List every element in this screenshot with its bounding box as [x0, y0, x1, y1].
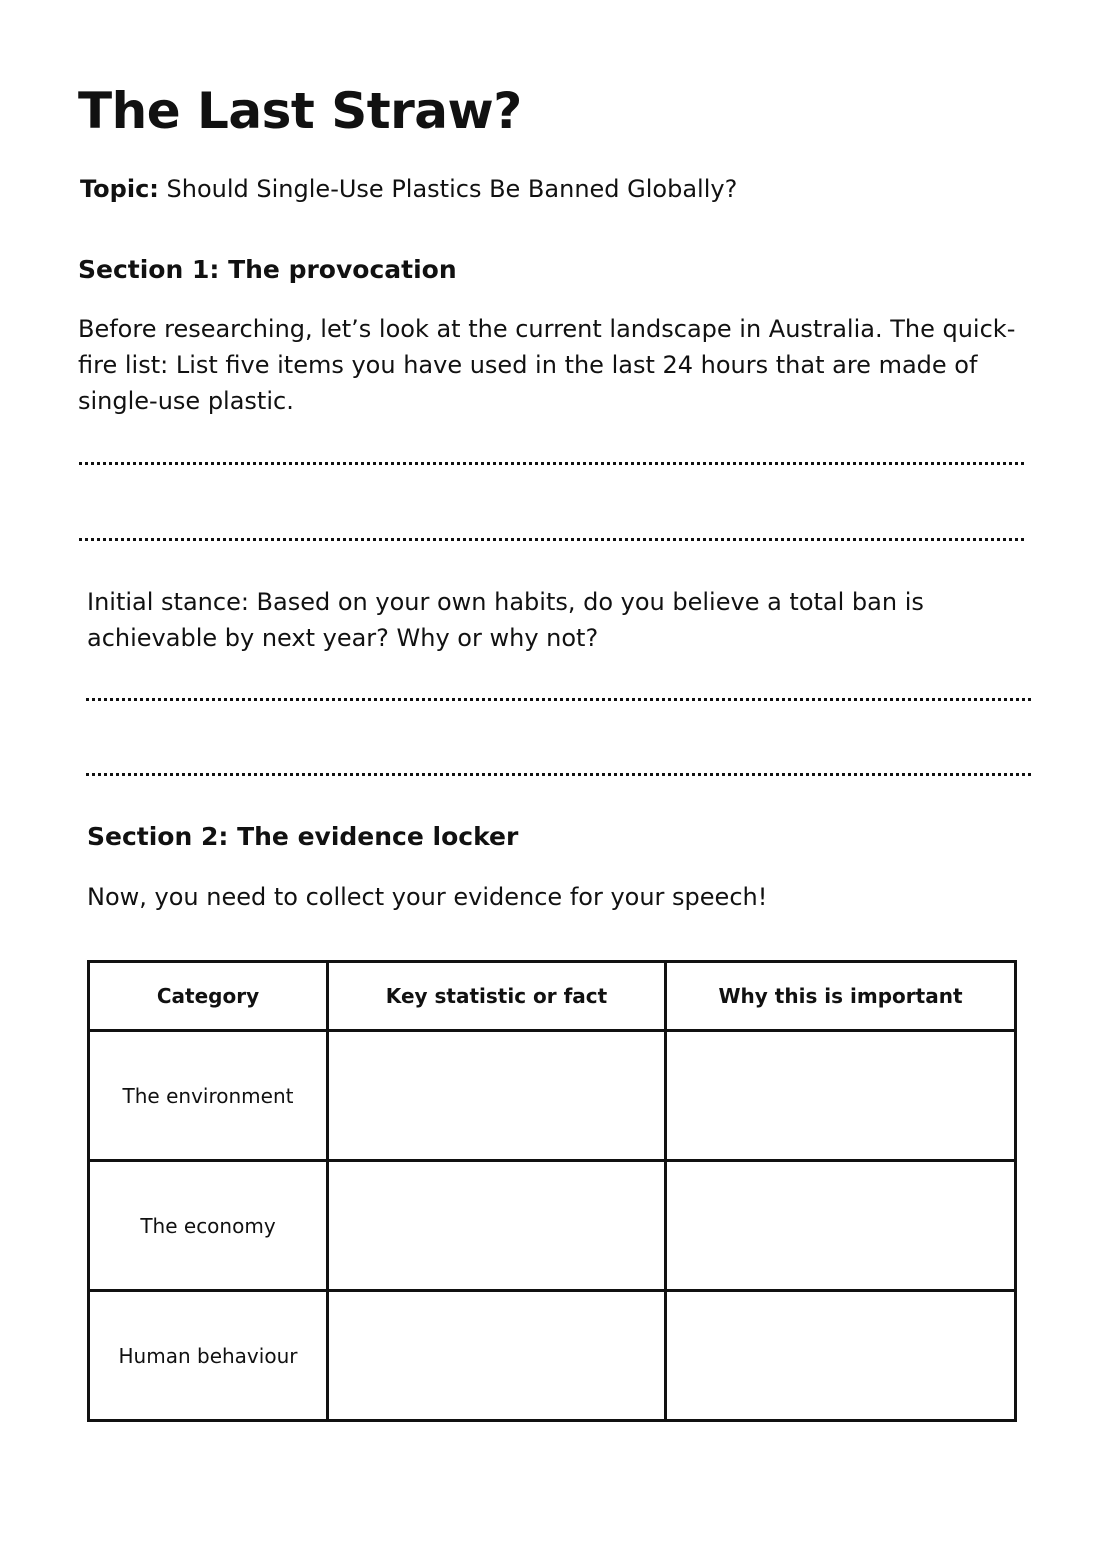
fact-cell[interactable] — [328, 1031, 666, 1161]
importance-cell[interactable] — [666, 1161, 1016, 1291]
page-title: The Last Straw? — [78, 82, 522, 140]
answer-line[interactable] — [86, 773, 1031, 776]
importance-cell[interactable] — [666, 1291, 1016, 1421]
answer-line[interactable] — [86, 698, 1031, 701]
header-key-statistic: Key statistic or fact — [328, 962, 666, 1031]
evidence-table — [87, 960, 1017, 1422]
topic-line — [80, 175, 737, 204]
section-2-paragraph: Now, you need to collect your evidence for your speech! — [87, 883, 768, 911]
section-2-heading: Section 2: The evidence locker — [87, 822, 519, 851]
answer-line[interactable] — [79, 538, 1024, 541]
category-cell: The economy — [89, 1161, 328, 1291]
section-1-heading: Section 1: The provocation — [78, 255, 457, 284]
table-row — [89, 1291, 1016, 1421]
initial-stance-question: Initial stance: Based on your own habits, do you believe a total ban is achievable by next year? Why or why not? — [87, 588, 924, 652]
topic-text: Should Single-Use Plastics Be Banned Globally? — [158, 175, 738, 203]
category-cell: The environment — [89, 1031, 328, 1161]
category-cell: Human behaviour — [89, 1291, 328, 1421]
topic-label: Topic: — [80, 175, 159, 203]
header-category: Category — [89, 962, 328, 1031]
answer-line[interactable] — [79, 462, 1024, 465]
importance-cell[interactable] — [666, 1031, 1016, 1161]
table-header-row — [89, 962, 1016, 1031]
header-why-important: Why this is important — [666, 962, 1016, 1031]
table-row — [89, 1161, 1016, 1291]
table-row — [89, 1031, 1016, 1161]
fact-cell[interactable] — [328, 1161, 666, 1291]
fact-cell[interactable] — [328, 1291, 666, 1421]
section-1-paragraph: Before researching, let’s look at the current landscape in Australia. The quick-fire list: List five items you have used in the last 24 hours that are made of single-use plastic. — [78, 315, 1016, 415]
